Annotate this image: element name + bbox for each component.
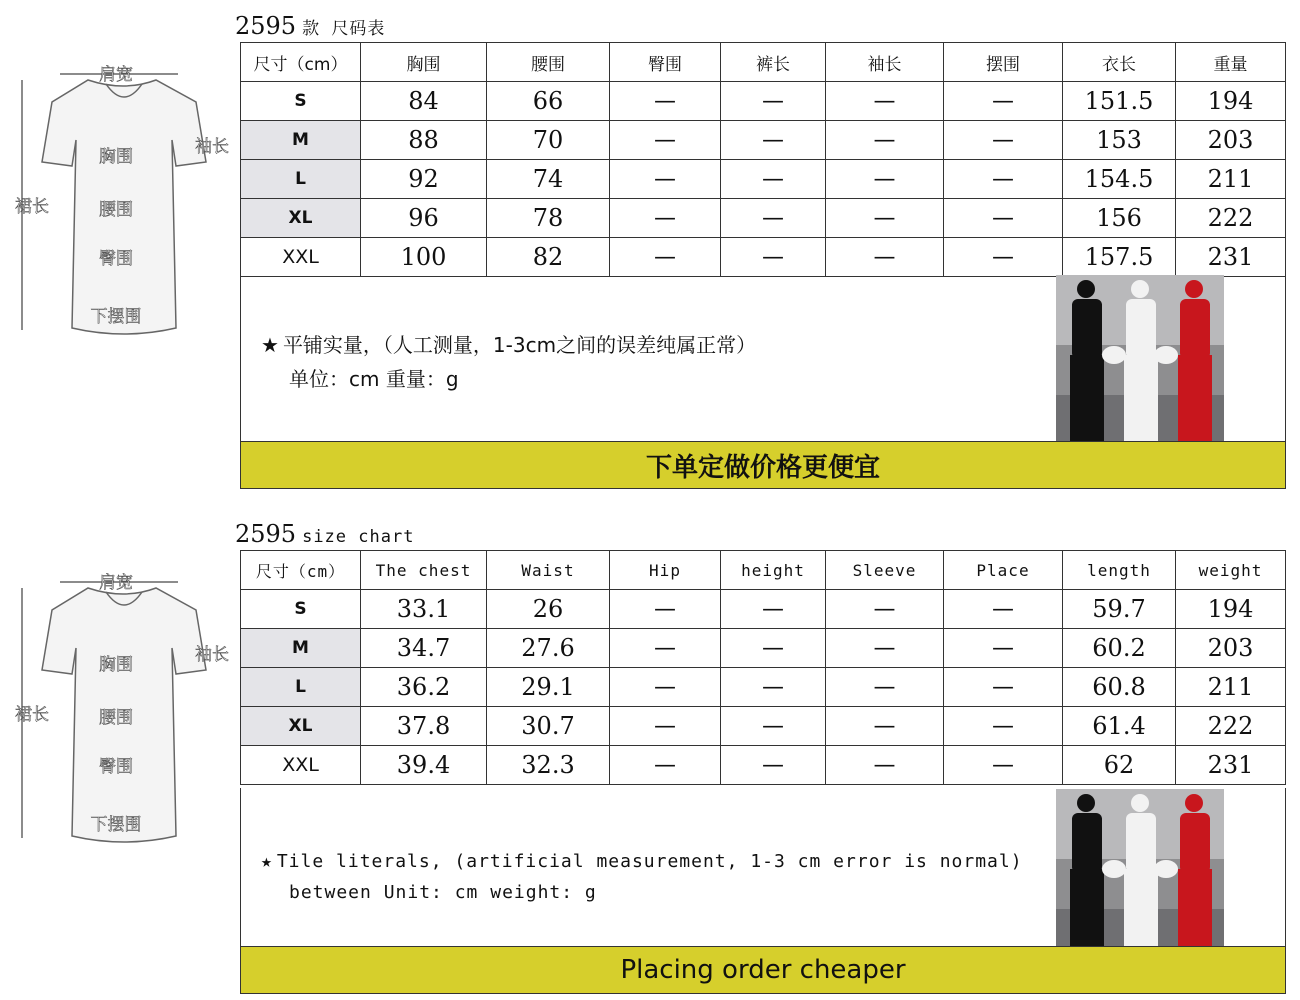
dress-measurement-diagram: [6, 40, 238, 350]
header-sleeve: Sleeve: [826, 551, 944, 590]
size-chart-chinese: [0, 0, 1300, 495]
header-weight: 重量: [1176, 43, 1286, 82]
diagram-label-hip: 臀围: [99, 757, 133, 777]
header-length: 衣长: [1063, 43, 1176, 82]
diagram-label-shoulder: 肩宽: [99, 573, 133, 593]
diagram-label-hip: 臀围: [99, 249, 133, 269]
diagram-label-waist: 腰围: [99, 708, 133, 728]
diagram-label-hem: 下摆围: [90, 815, 142, 835]
promo-banner: Placing order cheaper: [240, 946, 1286, 994]
diagram-label-dress-length: 裙长: [15, 197, 49, 217]
chart-title: 2595 款 尺码表: [235, 12, 386, 40]
diagram-label-chest: 胸围: [99, 147, 133, 167]
header-hem: 摆围: [944, 43, 1063, 82]
table-row: S 33.1 26 — — — — 59.7 194: [241, 590, 1286, 629]
table-header-row: [241, 551, 1286, 590]
diagram-label-waist: 腰围: [99, 200, 133, 220]
diagram-label-dress-length: 裙长: [15, 705, 49, 725]
header-waist: Waist: [487, 551, 610, 590]
table-row: L 36.2 29.1 — — — — 60.8 211: [241, 668, 1286, 707]
header-sleeve: 袖长: [826, 43, 944, 82]
header-waist: 腰围: [487, 43, 610, 82]
header-size: 尺寸（cm）: [241, 43, 361, 82]
header-chest: 胸围: [361, 43, 487, 82]
size-table: [240, 550, 1286, 785]
header-pants-length: 裤长: [721, 43, 826, 82]
header-hip: 臀围: [610, 43, 721, 82]
size-table: [240, 42, 1286, 277]
table-row: XXL 39.4 32.3 — — — — 62 231: [241, 746, 1286, 785]
header-height: height: [721, 551, 826, 590]
star-icon: ★: [261, 851, 273, 872]
header-place: Place: [944, 551, 1063, 590]
diagram-label-shoulder: 肩宽: [99, 65, 133, 85]
table-row: S 84 66 — — — — 151.5 194: [241, 82, 1286, 121]
table-row: L 92 74 — — — — 154.5 211: [241, 160, 1286, 199]
table-row: M 88 70 — — — — 153 203: [241, 121, 1286, 160]
chart-title: 2595 size chart: [235, 520, 415, 548]
measurement-note: ★ 平铺实量，（人工测量，1-3cm之间的误差纯属正常） 单位：cm 重量：g: [261, 333, 757, 391]
table-header-row: [241, 43, 1286, 82]
header-length: length: [1063, 551, 1176, 590]
diagram-label-hem: 下摆围: [90, 307, 142, 327]
diagram-label-sleeve: 袖长: [195, 645, 229, 665]
diagram-label-chest: 胸围: [99, 655, 133, 675]
table-row: XL 37.8 30.7 — — — — 61.4 222: [241, 707, 1286, 746]
table-row: XXL 100 82 — — — — 157.5 231: [241, 238, 1286, 277]
diagram-label-sleeve: 袖长: [195, 137, 229, 157]
measurement-note: ★ Tile literals, (artificial measurement, 1-3 cm error is normal) between Unit: cm weight: g: [261, 851, 1023, 903]
dress-measurement-diagram: [6, 548, 238, 858]
promo-banner: 下单定做价格更便宜: [240, 441, 1286, 489]
size-chart-english: [0, 508, 1300, 1000]
header-size: 尺寸（cm）: [241, 551, 361, 590]
star-icon: ★: [261, 333, 279, 357]
table-row: XL 96 78 — — — — 156 222: [241, 199, 1286, 238]
header-weight: weight: [1176, 551, 1286, 590]
table-row: M 34.7 27.6 — — — — 60.2 203: [241, 629, 1286, 668]
header-chest: The chest: [361, 551, 487, 590]
model-photo: [1056, 275, 1224, 441]
model-photo: [1056, 789, 1224, 955]
header-hip: Hip: [610, 551, 721, 590]
